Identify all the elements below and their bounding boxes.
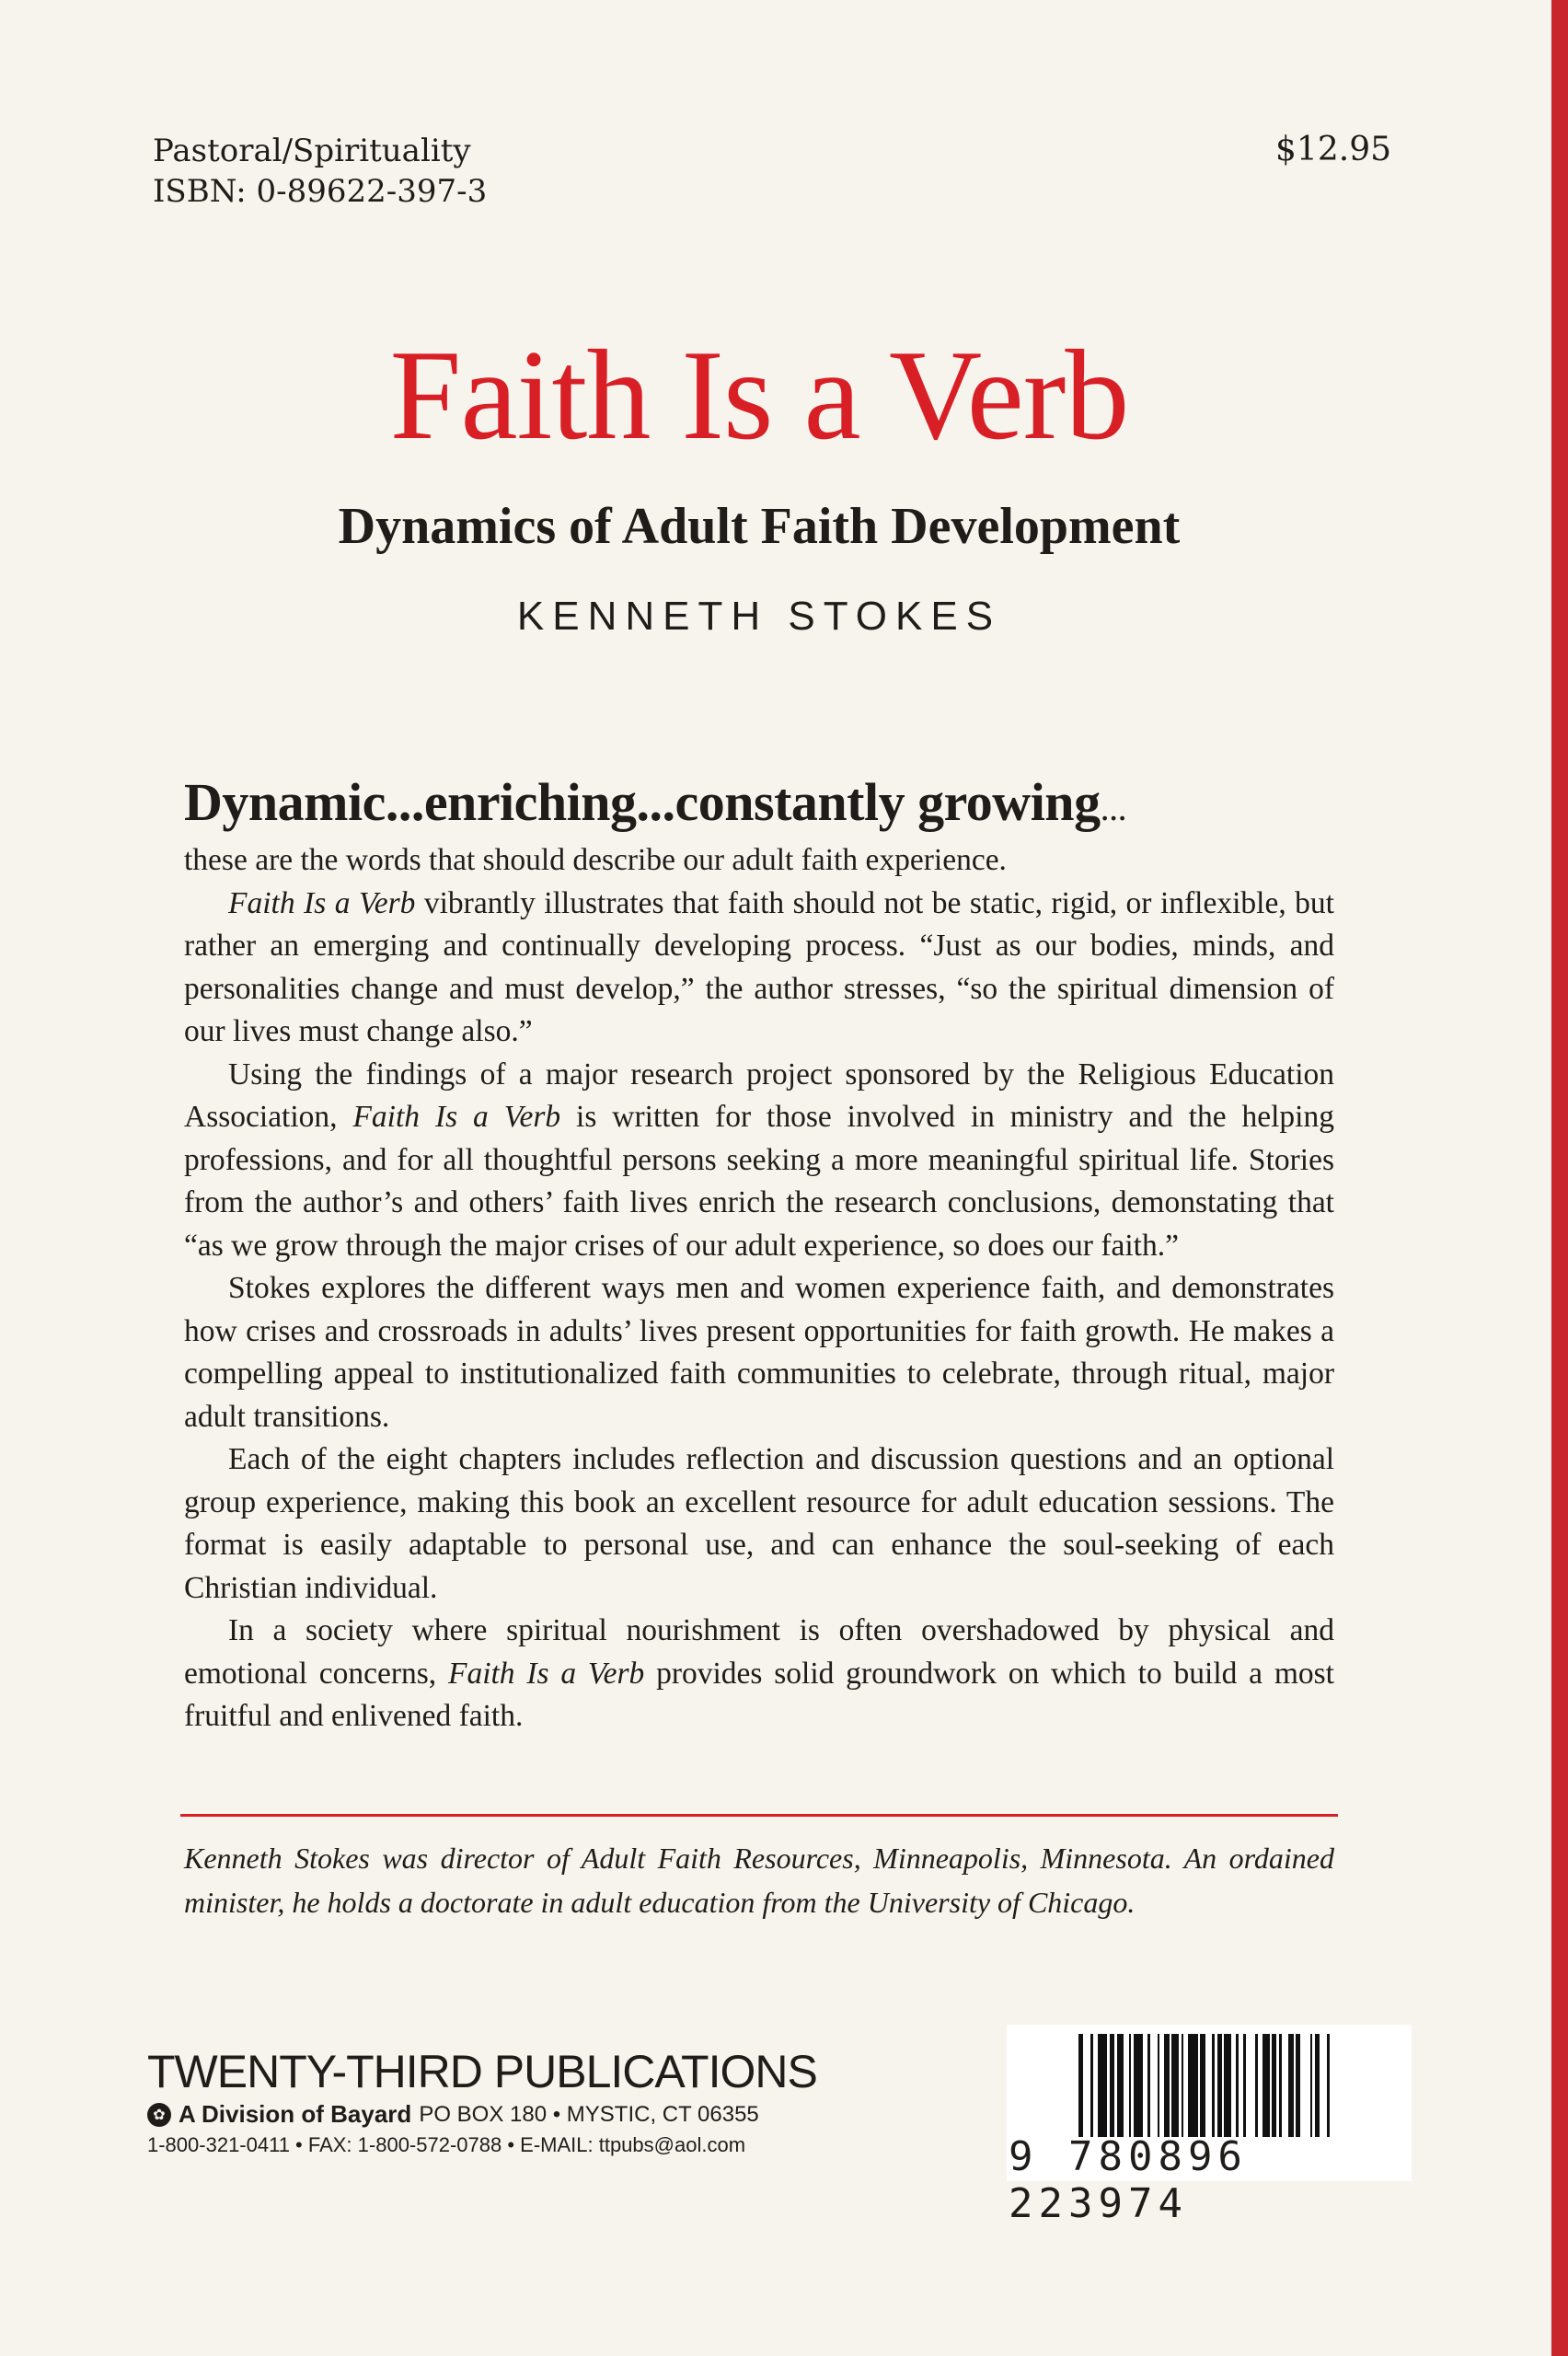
barcode-bar (1171, 2034, 1179, 2137)
blurb-lead-text: Dynamic...enriching...constantly growing (184, 772, 1101, 832)
barcode-bar (1282, 2034, 1289, 2137)
title-reference: Faith Is a Verb (352, 1100, 561, 1134)
divider-rule (180, 1814, 1338, 1817)
barcode-bar (1246, 2034, 1255, 2137)
barcode-bar (1262, 2034, 1270, 2137)
blurb-paragraph-2: Using the findings of a major research project sponsored by the Religious Education Association, Faith Is a Verb is written for those involved in ministry and the helping professions, and for all thoughtful persons seeking a more meaningful spiritual life. Stories from the author’s and others’ faith lives enrich the research conclusions, demonstating that “as we grow through the major crises of our adult experience, so does our faith.” (184, 1057, 1334, 1263)
publisher-name: TWENTY-THIRD PUBLICATIONS (147, 2046, 817, 2097)
title-reference: Faith Is a Verb (228, 885, 416, 920)
cover-edge-stripe (1551, 0, 1568, 2356)
barcode-bar (1150, 2034, 1158, 2137)
barcode-bar (1083, 2034, 1090, 2137)
blurb-paragraph-5: In a society where spiritual nourishment is often overshadowed by physical and emotional concerns, Faith Is a Verb provides solid groundwork on which to build a most fruitful and enlivened faith. (184, 1613, 1334, 1733)
barcode-bar (1205, 2034, 1213, 2137)
barcode-digits: 9 780896 223974 (1009, 2133, 1248, 2227)
blurb-paragraph-3: Stokes explores the different ways men and women experience faith, and demonstrates how crises and crossroads in adults’ lives present opportunities for faith growth. He makes a compelling appeal to institutionalized faith communities to celebrate, through ritual, major adult transitions. (184, 1271, 1334, 1434)
publisher-division: A Division of Bayard (179, 2100, 412, 2128)
blurb-paragraph-4: Each of the eight chapters includes reflection and discussion questions and an optional group experience, making this book an excellent resource for adult education sessions. The format is easily adaptable to personal use, and can enhance the soul-seeking of each Christian individual. (184, 1442, 1334, 1605)
publisher-address: PO BOX 180 • MYSTIC, CT 06355 (419, 2101, 759, 2127)
isbn-label: ISBN: 0-89622-397-3 (153, 173, 488, 210)
bayard-logo-icon: ✿ (147, 2103, 171, 2127)
barcode-bar (1098, 2034, 1107, 2137)
blurb-body (184, 839, 1334, 1738)
author-name: KENNETH STOKES (516, 594, 1002, 639)
price-label: $12.95 (1275, 131, 1391, 168)
blurb-lead-ellipsis: ... (1100, 787, 1127, 828)
barcode-bars (1078, 2034, 1494, 2137)
barcode-bar (1117, 2034, 1124, 2137)
book-subtitle: Dynamics of Adult Faith Development (338, 498, 1181, 555)
publisher-contact: 1-800-321-0411 • FAX: 1-800-572-0788 • E-MAIL: ttpubs@aol.com (147, 2133, 746, 2156)
publisher-division-line (147, 2100, 759, 2129)
author-bio: Kenneth Stokes was director of Adult Faith Resources, Minneapolis, Minnesota. An ordained minister, he holds a doctorate in adult education from the University of Chicago. (184, 1842, 1334, 1919)
barcode-bar (1320, 2034, 1327, 2137)
barcode-bar (1188, 2034, 1197, 2137)
barcode-bar (1224, 2034, 1231, 2137)
title-reference: Faith Is a Verb (447, 1656, 645, 1691)
category-label: Pastoral/Spirituality (153, 133, 471, 169)
blurb-lead (184, 771, 1126, 833)
barcode-bar (1300, 2034, 1309, 2137)
category-block (153, 131, 487, 212)
blurb-intro: these are the words that should describe our adult faith experience. (184, 843, 1007, 877)
barcode-bar (1330, 2034, 1334, 2137)
barcode-bar (1134, 2034, 1143, 2137)
blurb-paragraph-1: Faith Is a Verb vibrantly illustrates that faith should not be static, rigid, or inflexible, but rather an emerging and continually developing process. “Just as our bodies, minds, and personalities change and must develop,” the author stresses, “so the spiritual dimension of our lives must change also.” (184, 885, 1334, 1048)
book-title: Faith Is a Verb (389, 324, 1129, 467)
